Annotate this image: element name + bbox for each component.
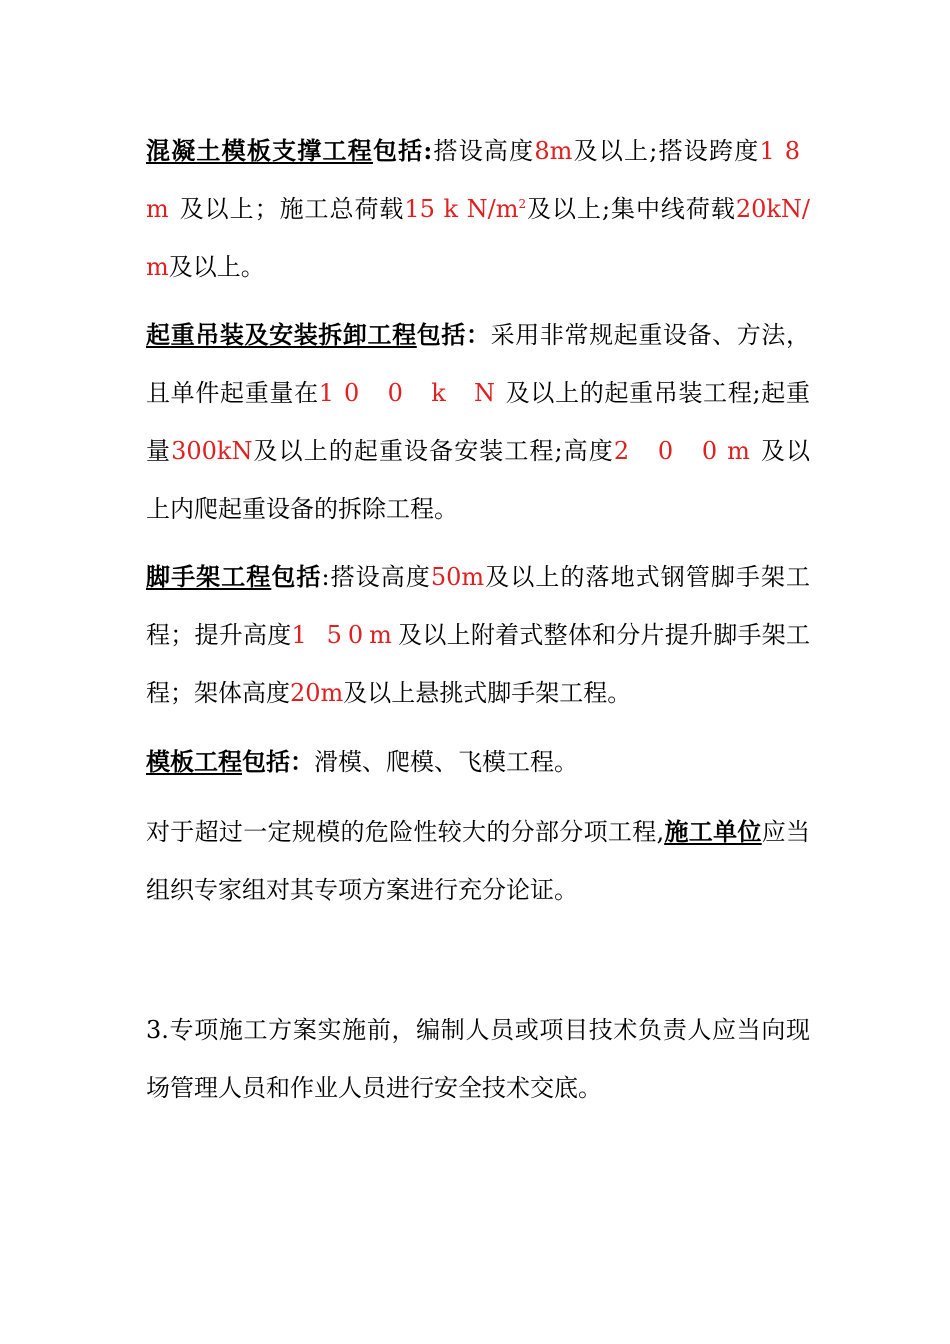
text-segment: 应当组织专家组对其专项方案进行充分论证。 [146,818,811,904]
heading-construction-unit: 施工单位 [664,817,762,846]
heading-suffix: 包括： [242,747,314,776]
text-segment: 及以上;搭设跨度 [572,137,760,165]
paragraph-scaffold [146,548,810,722]
text-segment: 3.专项施工方案实施前，编制人员或项目技术负责人应当向现场管理人员和作业人员进行安全技术交底。 [146,1016,810,1102]
paragraph-formwork-support [146,122,810,296]
paragraph-formwork [146,733,810,791]
text-segment: 及以上；施工总荷载 [178,195,405,223]
text-segment: 搭设高度 [432,137,535,165]
text-segment: 及以上悬挑式脚手架工程。 [343,679,632,707]
value-scaffold-height: 50m [430,563,485,591]
value-single-lift: 10 0 k N [318,379,506,407]
paragraph-expert-review [146,803,810,919]
text-segment: 及以上的起重设备安装工程;高度 [252,437,614,465]
heading-suffix: 包括 [271,562,322,591]
text-segment: 及以上。 [168,253,265,281]
heading-suffix: 包括: [372,136,433,165]
value-cantilever-height: 20m [290,679,344,707]
heading-lifting: 起重吊装及安装拆卸工程 [146,320,417,349]
heading-suffix: 包括： [416,320,491,349]
value-total-load-exponent: 2 [518,197,527,211]
text-segment: 采用非常规起重设备、方法，且单件起重量在 [146,321,811,407]
value-lift-height: 1 50m [291,621,398,649]
heading-scaffold: 脚手架工程 [146,562,272,591]
value-height: 8m [534,137,573,165]
text-segment: 及以上的起重吊装工程;起重量 [146,379,810,465]
text-segment: 及以上附着式整体和分片提升脚手架工程；架体高度 [146,621,810,707]
value-lift-capacity: 300kN [171,437,253,465]
text-segment: 及以上的落地式钢管脚手架工程；提升高度 [146,563,811,649]
text-segment: 对于超过一定规模的危险性较大的分部分项工程, [146,818,665,846]
text-segment: 滑模、爬模、飞模工程。 [314,748,578,776]
heading-formwork-support: 混凝土模板支撑工程 [146,136,373,165]
paragraph-item-3 [146,1001,810,1117]
text-segment: :搭设高度 [321,563,431,591]
text-segment: 及以上内爬起重设备的拆除工程。 [146,437,811,523]
value-line-load: 20kN/m [146,195,810,281]
value-span: 18 m [146,137,810,223]
text-segment: 及以上;集中线荷载 [526,195,736,223]
value-climb-height: 2 0 0m [613,437,760,465]
heading-formwork: 模板工程 [146,747,242,776]
value-total-load-number: 15 k N/m [404,195,519,223]
value-total-load [404,195,526,223]
paragraph-lifting [146,306,810,538]
